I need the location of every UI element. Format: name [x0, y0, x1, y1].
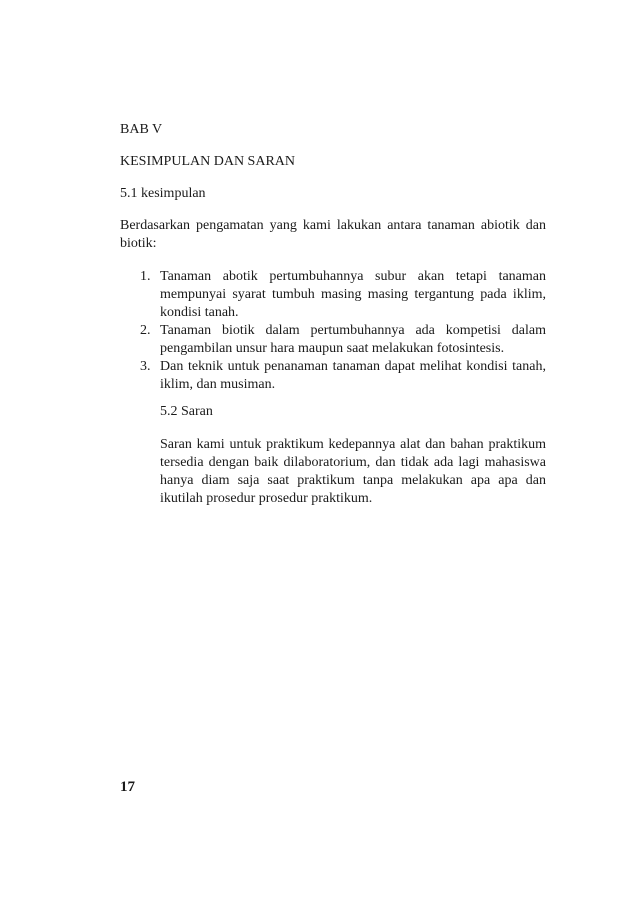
section-heading-kesimpulan: 5.1 kesimpulan: [120, 186, 206, 201]
page-number: 17: [120, 779, 135, 795]
list-item-number: 1.: [140, 269, 151, 284]
kesimpulan-intro: Berdasarkan pengamatan yang kami lakukan antara tanaman abiotik dan biotik:: [120, 218, 546, 251]
list-item-text: Tanaman biotik dalam pertumbuhannya ada kompetisi dalam pengambilan unsur hara maupun saat melakukan fotosintesis.: [160, 323, 546, 356]
list-item-text: Tanaman abotik pertumbuhannya subur akan tetapi tanaman mempunyai syarat tumbuh masing masing tergantung pada iklim, kondisi tanah.: [160, 269, 546, 320]
list-item-number: 2.: [140, 323, 151, 338]
list-item: [120, 322, 546, 358]
list-item: [120, 268, 546, 322]
chapter-label: BAB V: [120, 122, 163, 137]
section-heading-saran: 5.2 Saran: [160, 404, 213, 419]
list-item-number: 3.: [140, 359, 151, 374]
list-item: [120, 358, 546, 394]
saran-body: Saran kami untuk praktikum kedepannya alat dan bahan praktikum tersedia dengan baik dilaboratorium, dan tidak ada lagi mahasiswa hanya diam saja saat praktikum tanpa melakukan apa apa dan ikutilah prosedur prosedur praktikum.: [160, 437, 546, 506]
chapter-title: KESIMPULAN DAN SARAN: [120, 154, 296, 169]
kesimpulan-list: [120, 268, 546, 394]
list-item-text: Dan teknik untuk penanaman tanaman dapat melihat kondisi tanah, iklim, dan musiman.: [160, 359, 546, 392]
